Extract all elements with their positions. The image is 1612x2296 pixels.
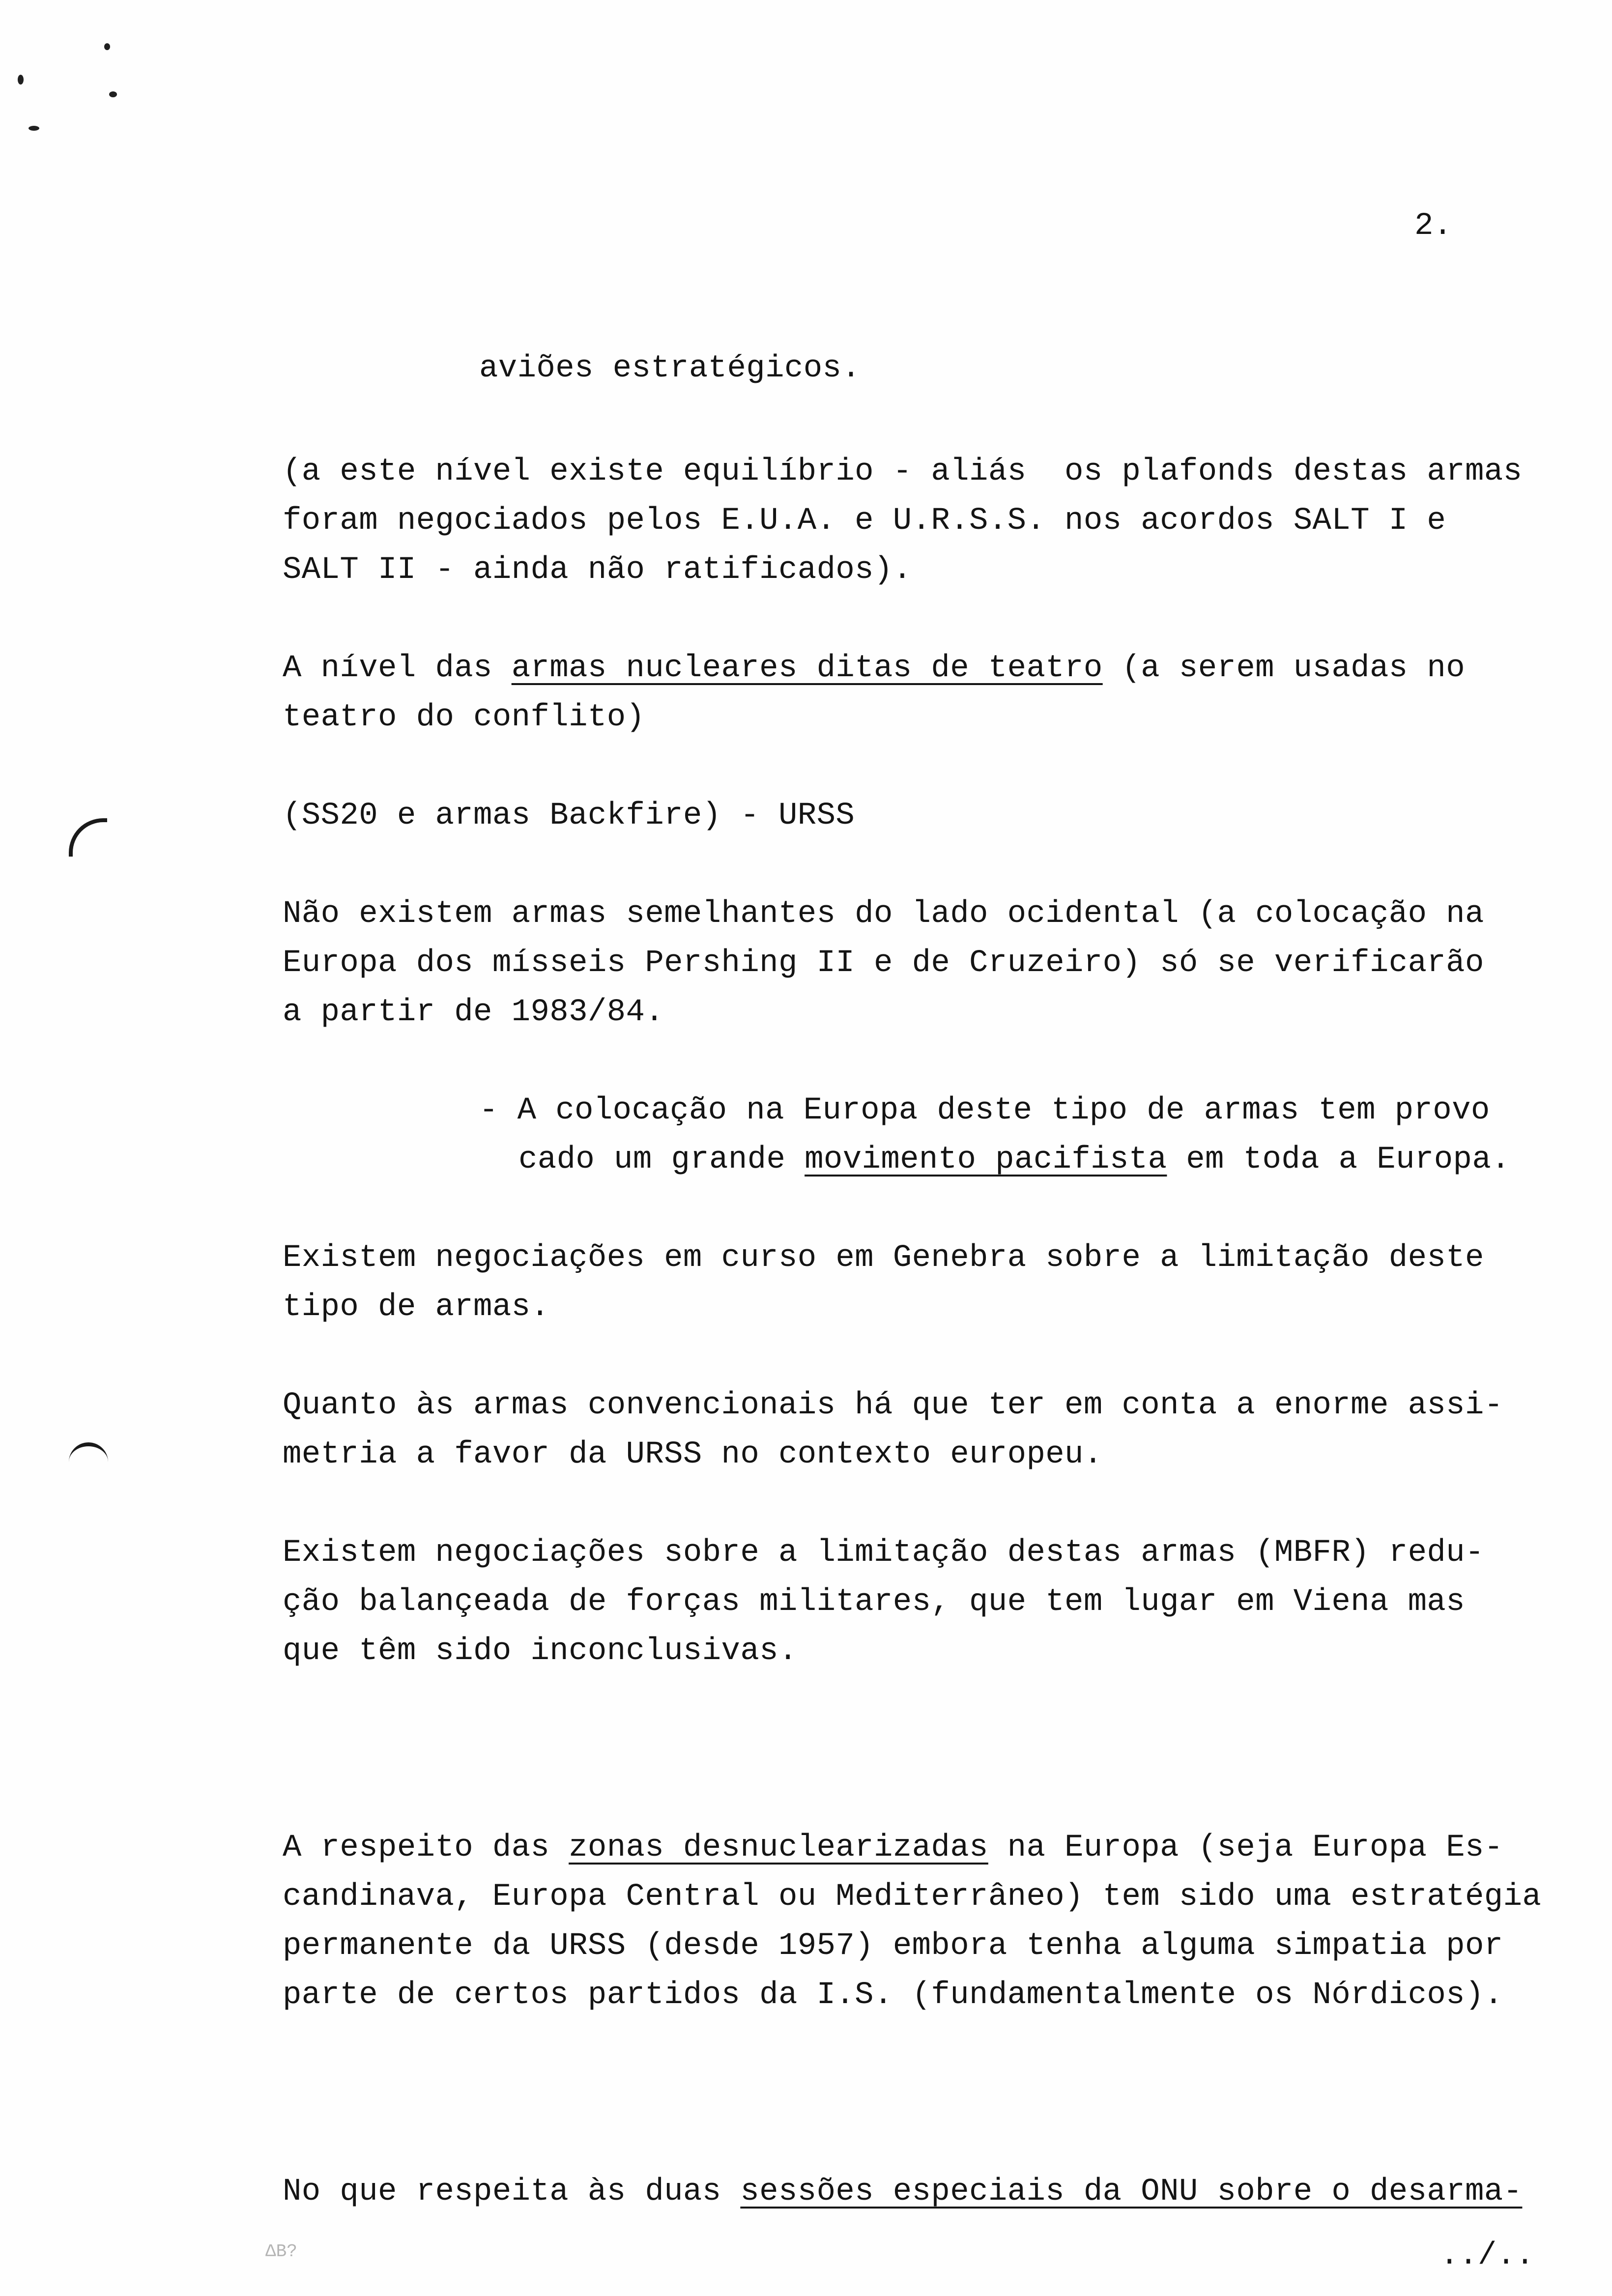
scan-speck — [104, 43, 110, 50]
text-segment: parte de certos partidos da I.S. (fundamentalmente os Nórdicos). — [283, 1978, 1503, 2013]
text-line — [283, 1627, 798, 1676]
scan-speck — [109, 91, 117, 97]
text-line — [283, 939, 1484, 988]
scan-speck — [29, 126, 39, 131]
text-segment: cado um grande — [518, 1142, 805, 1177]
text-segment: No que respeita às duas — [283, 2174, 741, 2210]
text-segment: tipo de armas. — [283, 1290, 550, 1325]
text-segment: Existem negociações em curso em Genebra sobre a limitação deste — [283, 1240, 1484, 1276]
hole-punch-mark — [69, 1442, 108, 1466]
scan-speck — [18, 75, 24, 85]
text-line — [283, 791, 855, 840]
text-segment: - A colocação na Europa deste tipo de armas tem provo — [479, 1093, 1490, 1128]
text-line — [283, 1872, 1541, 1922]
text-line — [283, 545, 912, 595]
text-segment: (SS20 e armas Backfire) - URSS — [283, 798, 855, 833]
text-line — [283, 1234, 1484, 1283]
text-segment: Existem negociações sobre a limitação destas armas (MBFR) redu- — [283, 1535, 1484, 1571]
text-segment: metria a favor da URSS no contexto europeu. — [283, 1437, 1103, 1472]
underlined-phrase: armas nucleares ditas de teatro — [511, 651, 1103, 686]
text-line — [283, 447, 1522, 496]
text-segment: A respeito das — [283, 1830, 569, 1866]
text-segment: A nível das — [283, 651, 512, 686]
text-segment: na Europa (seja Europa Es- — [988, 1830, 1503, 1866]
text-segment: que têm sido inconclusivas. — [283, 1634, 798, 1669]
text-line — [283, 1528, 1484, 1578]
footer-stamp: ΔΒ? — [265, 2241, 297, 2262]
continuation-mark: ../.. — [1440, 2238, 1535, 2273]
underlined-phrase: zonas desnuclearizadas — [569, 1830, 988, 1866]
text-segment: foram negociados pelos E.U.A. e U.R.S.S. nos acordos SALT I e — [283, 503, 1446, 539]
text-line — [283, 1578, 1465, 1627]
text-line — [283, 1283, 549, 1332]
text-segment: ção balançeada de forças militares, que tem lugar em Viena mas — [283, 1584, 1465, 1620]
hole-punch-mark — [69, 818, 107, 857]
text-segment: (a serem usadas no — [1102, 651, 1466, 686]
text-line — [283, 1922, 1503, 1971]
text-segment: aviões estratégicos. — [479, 351, 861, 386]
text-segment: (a este nível existe equilíbrio - aliás os plafonds destas armas — [283, 454, 1523, 489]
underlined-phrase: movimento pacifista — [805, 1142, 1167, 1177]
text-segment: SALT II - ainda não ratificados). — [283, 552, 912, 588]
text-line — [283, 496, 1446, 545]
text-line — [479, 1086, 1490, 1135]
text-line — [283, 1823, 1503, 1872]
text-segment: candinava, Europa Central ou Mediterrâneo) tem sido uma estratégia — [283, 1879, 1542, 1915]
text-segment: Quanto às armas convencionais há que ter em conta a enorme assi- — [283, 1388, 1503, 1423]
underlined-phrase: sessões especiais da ONU sobre o desarma- — [740, 2174, 1523, 2210]
text-segment: a partir de 1983/84. — [283, 995, 664, 1030]
page-number: 2. — [1414, 208, 1452, 244]
text-segment: permanente da URSS (desde 1957) embora tenha alguma simpatia por — [283, 1928, 1503, 1964]
text-line — [479, 344, 861, 393]
text-line — [283, 988, 664, 1037]
text-segment: teatro do conflito) — [283, 700, 645, 735]
text-line — [283, 1381, 1503, 1430]
text-line — [283, 1430, 1103, 1479]
text-line — [283, 1971, 1503, 2020]
text-line — [283, 2167, 1522, 2216]
text-segment: Não existem armas semelhantes do lado ocidental (a colocação na — [283, 896, 1484, 932]
text-line — [283, 890, 1484, 939]
text-line — [283, 693, 645, 742]
text-segment: Europa dos mísseis Pershing II e de Cruzeiro) só se verificarão — [283, 946, 1484, 981]
text-line — [518, 1135, 1510, 1184]
text-line — [283, 644, 1465, 693]
text-segment: em toda a Europa. — [1167, 1142, 1510, 1177]
